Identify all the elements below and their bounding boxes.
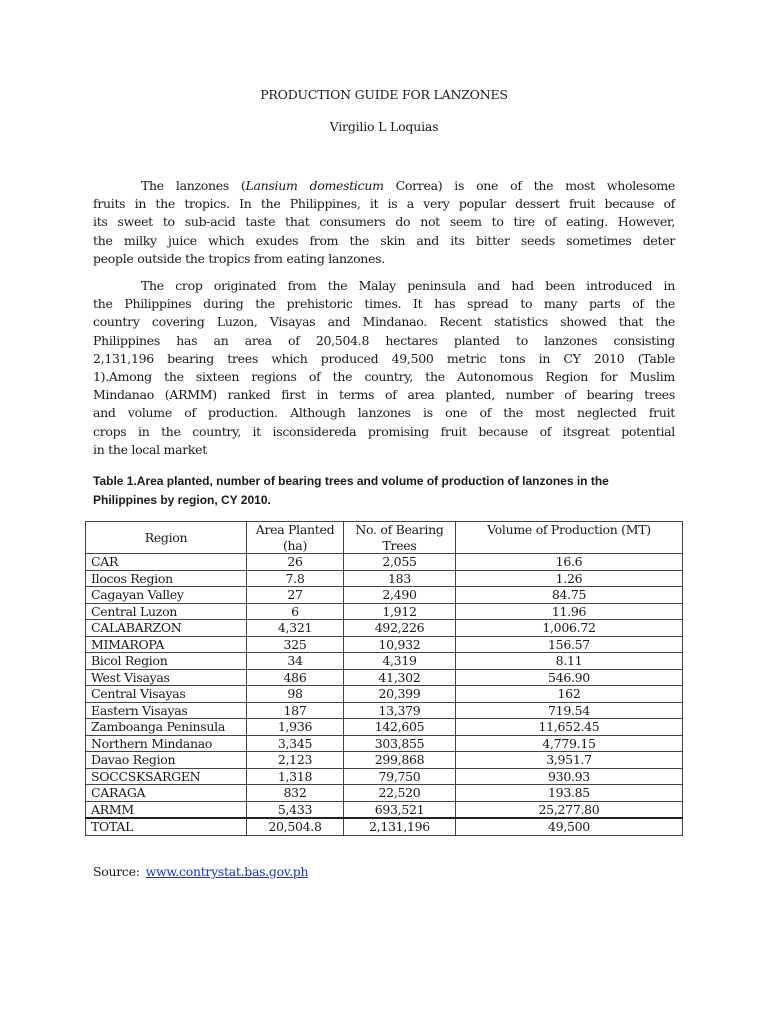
cell-volume: 930.93 [456, 768, 683, 785]
cell-trees: 303,855 [344, 735, 456, 752]
paragraph-intro [93, 177, 675, 268]
source-note [93, 864, 308, 879]
table-caption [93, 472, 693, 510]
header-area: Area Planted (ha) [247, 522, 344, 554]
paragraph-line: and volume of production. Although lanzones is one of the most neglected fruit [93, 405, 675, 421]
cell-volume: 3,951.7 [456, 752, 683, 769]
cell-trees: 2,490 [344, 587, 456, 604]
cell-area: 26 [247, 554, 344, 571]
paragraph-line: fruits in the tropics. In the Philippines, it is a very popular dessert fruit because of [93, 196, 675, 212]
paragraph-line: its sweet to sub-acid taste that consumers do not seem to tire of eating. However, [93, 214, 675, 230]
paragraph-line: the milky juice which exudes from the skin and its bitter seeds sometimes deter [93, 232, 675, 248]
table-row [86, 653, 683, 670]
cell-trees: 299,868 [344, 752, 456, 769]
cell-volume: 49,500 [456, 818, 683, 835]
cell-volume: 156.57 [456, 636, 683, 653]
table-row [86, 554, 683, 571]
table-row [86, 752, 683, 769]
cell-area: 4,321 [247, 620, 344, 637]
cell-area: 3,345 [247, 735, 344, 752]
cell-trees: 22,520 [344, 785, 456, 802]
caption-line: Table 1.Area planted, number of bearing trees and volume of production of lanzones in the [93, 474, 609, 488]
table-row [86, 719, 683, 736]
table-row [86, 686, 683, 703]
cell-region: Bicol Region [86, 653, 247, 670]
cell-region: Northern Mindanao [86, 735, 247, 752]
table-total-row [86, 818, 683, 835]
cell-trees: 4,319 [344, 653, 456, 670]
header-region: Region [86, 522, 247, 554]
cell-area: 6 [247, 603, 344, 620]
table-row [86, 587, 683, 604]
header-trees: No. of Bearing Trees [344, 522, 456, 554]
cell-trees: 10,932 [344, 636, 456, 653]
table-row [86, 735, 683, 752]
cell-trees: 20,399 [344, 686, 456, 703]
paragraph-line: Philippines has an area of 20,504.8 hectares planted to lanzones consisting [93, 332, 675, 348]
cell-area: 7.8 [247, 570, 344, 587]
cell-trees: 1,912 [344, 603, 456, 620]
cell-trees: 492,226 [344, 620, 456, 637]
cell-region: MIMAROPA [86, 636, 247, 653]
cell-volume: 193.85 [456, 785, 683, 802]
paragraph-line: people outside the tropics from eating lanzones. [93, 250, 385, 266]
cell-trees: 183 [344, 570, 456, 587]
cell-trees: 142,605 [344, 719, 456, 736]
paragraph-origin [93, 277, 675, 459]
source-link[interactable]: www.contrystat.bas.gov.ph [145, 864, 309, 879]
scientific-name: Lansium domesticum [245, 178, 384, 193]
cell-region: TOTAL [86, 818, 247, 835]
cell-volume: 546.90 [456, 669, 683, 686]
document-title: PRODUCTION GUIDE FOR LANZONES [260, 87, 508, 102]
cell-region: Ilocos Region [86, 570, 247, 587]
table-row [86, 620, 683, 637]
table-row [86, 702, 683, 719]
source-label: Source: [93, 864, 140, 879]
paragraph-line: The crop originated from the Malay peninsula and had been introduced in [141, 278, 675, 293]
text: Correa) is one of the most wholesome [383, 178, 675, 193]
cell-area: 486 [247, 669, 344, 686]
cell-area: 98 [247, 686, 344, 703]
cell-volume: 1.26 [456, 570, 683, 587]
paragraph-line: country covering Luzon, Visayas and Mindanao. Recent statistics showed that the [93, 314, 675, 330]
table-row [86, 785, 683, 802]
cell-region: CALABARZON [86, 620, 247, 637]
table-row [86, 636, 683, 653]
cell-region: Eastern Visayas [86, 702, 247, 719]
cell-trees: 2,131,196 [344, 818, 456, 835]
paragraph-line: the Philippines during the prehistoric times. It has spread to many parts of the [93, 296, 675, 312]
cell-trees: 13,379 [344, 702, 456, 719]
cell-trees: 2,055 [344, 554, 456, 571]
table-row [86, 570, 683, 587]
cell-area: 187 [247, 702, 344, 719]
paragraph-line: 1).Among the sixteen regions of the country, the Autonomous Region for Muslim [93, 368, 675, 384]
cell-area: 5,433 [247, 801, 344, 818]
cell-region: Central Visayas [86, 686, 247, 703]
table-row [86, 768, 683, 785]
paragraph-line: in the local market [93, 441, 207, 457]
cell-area: 1,936 [247, 719, 344, 736]
table-header-row [86, 522, 683, 554]
document-author: Virgilio L Loquias [329, 119, 439, 134]
paragraph-line [93, 177, 675, 195]
caption-line: Philippines by region, CY 2010. [93, 493, 271, 507]
cell-region: Zamboanga Peninsula [86, 719, 247, 736]
cell-area: 34 [247, 653, 344, 670]
cell-trees: 41,302 [344, 669, 456, 686]
cell-region: ARMM [86, 801, 247, 818]
cell-area: 325 [247, 636, 344, 653]
cell-volume: 719.54 [456, 702, 683, 719]
cell-volume: 8.11 [456, 653, 683, 670]
cell-region: CAR [86, 554, 247, 571]
paragraph-line: crops in the country, it isconsidereda promising fruit because of itsgreat potential [93, 423, 675, 439]
header-volume: Volume of Production (MT) [456, 522, 683, 554]
cell-volume: 162 [456, 686, 683, 703]
paragraph-line: Mindanao (ARMM) ranked first in terms of area planted, number of bearing trees [93, 387, 675, 403]
cell-region: West Visayas [86, 669, 247, 686]
cell-region: Central Luzon [86, 603, 247, 620]
cell-region: Cagayan Valley [86, 587, 247, 604]
cell-area: 832 [247, 785, 344, 802]
cell-area: 27 [247, 587, 344, 604]
text: The lanzones ( [141, 178, 246, 193]
cell-region: Davao Region [86, 752, 247, 769]
cell-area: 1,318 [247, 768, 344, 785]
cell-volume: 25,277.80 [456, 801, 683, 818]
cell-area: 2,123 [247, 752, 344, 769]
cell-area: 20,504.8 [247, 818, 344, 835]
cell-volume: 1,006.72 [456, 620, 683, 637]
cell-volume: 11.96 [456, 603, 683, 620]
table-row [86, 801, 683, 818]
table-row [86, 603, 683, 620]
cell-volume: 84.75 [456, 587, 683, 604]
table-row [86, 669, 683, 686]
cell-volume: 11,652.45 [456, 719, 683, 736]
cell-region: CARAGA [86, 785, 247, 802]
cell-trees: 79,750 [344, 768, 456, 785]
cell-trees: 693,521 [344, 801, 456, 818]
paragraph-line: 2,131,196 bearing trees which produced 49,500 metric tons in CY 2010 (Table [93, 350, 675, 366]
cell-volume: 4,779.15 [456, 735, 683, 752]
production-table [85, 521, 683, 836]
cell-volume: 16.6 [456, 554, 683, 571]
cell-region: SOCCSKSARGEN [86, 768, 247, 785]
